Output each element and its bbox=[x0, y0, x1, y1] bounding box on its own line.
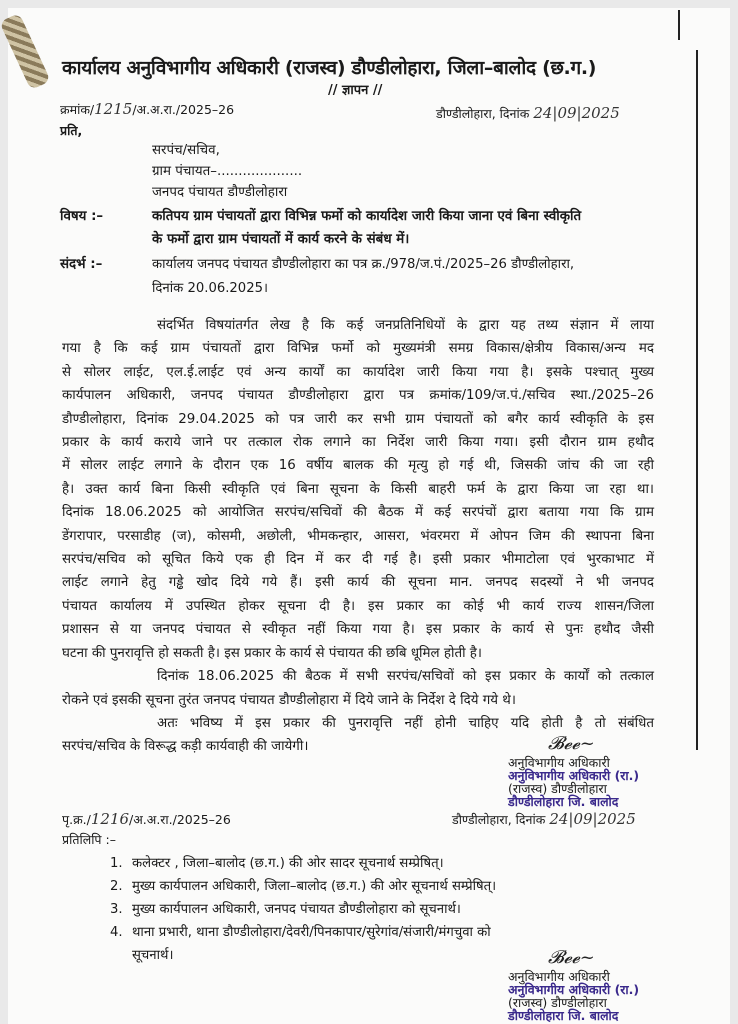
signature-title: अनुविभागीय अधिकारी bbox=[508, 755, 610, 770]
body-line: लाईट लगाने हेतु गड्ढे खोद दिये गये हैं। इसी कार्य की सूचना मान. जनपद सदस्यों ने भी जनपद bbox=[62, 575, 654, 591]
memo-reference bbox=[60, 100, 234, 119]
copy-label: प्रतिलिपि :– bbox=[62, 832, 116, 847]
body-line: सरपंच/सचिव के विरूद्ध कड़ी कार्यवाही की जायेगी। bbox=[62, 739, 309, 755]
addressee-line: जनपद पंचायत डौण्डीलोहारा bbox=[152, 185, 288, 200]
memo-heading: // ज्ञापन // bbox=[328, 83, 383, 98]
body-line: अतः भविष्य में इस प्रकार की पुनरावृत्ति नहीं होनी चाहिए यदि होती है तो संबंधित bbox=[157, 715, 654, 731]
list-item bbox=[110, 921, 496, 944]
paragraph-2 bbox=[62, 665, 654, 712]
body-line: गया है कि कई ग्राम पंचायतों द्वारा विभिन्न फर्मो को मुख्यमंत्री समग्र विकास/क्षेत्रीय विकास/अन्य मद bbox=[62, 341, 654, 357]
addressee-line: ग्राम पंचायत–.................... bbox=[152, 164, 303, 179]
body-line: डौण्डीलोहारा, दिनांक 29.04.2025 को पत्र जारी कर सभी ग्राम पंचायतों को बगैर कार्य स्वीकृति के इस bbox=[62, 411, 654, 427]
official-stamp: अनुविभागीय अधिकारी (रा.) bbox=[508, 768, 640, 783]
item-text: कलेक्टर , जिला–बालोद (छ.ग.) की ओर सादर सूचनार्थ सम्प्रेषित्। bbox=[132, 856, 444, 871]
official-stamp: डौण्डीलोहारा जि. बालोद bbox=[508, 794, 619, 809]
subject-label: विषय :– bbox=[60, 209, 104, 224]
addressee bbox=[152, 140, 302, 203]
office-title: कार्यालय अनुविभागीय अधिकारी (राजस्व) डौण्डीलोहारा, जिला–बालोद (छ.ग.) bbox=[62, 57, 597, 79]
signature-block-1 bbox=[508, 756, 639, 808]
date-label: डौण्डीलोहारा, दिनांक bbox=[452, 812, 546, 827]
item-number: 4. bbox=[110, 925, 123, 940]
page-edge bbox=[678, 10, 680, 40]
ref-prefix: पृ.क्र./ bbox=[62, 812, 91, 827]
date-value: 24|09|2025 bbox=[549, 810, 636, 828]
subject-line: के फर्मो द्वारा ग्राम पंचायतों में कार्य करने के संबंध में। bbox=[152, 232, 410, 247]
body-line: में सोलर लाईट लगाने के दौरान एक 16 वर्षीय बालक की मृत्यु हो गई थी, जिसकी जांच की जा रही bbox=[62, 458, 654, 474]
letter-body bbox=[62, 314, 654, 759]
body-line: दिनांक 18.06.2025 को आयोजित सरपंच/सचिवों की बैठक में कई सरपंचों द्वारा बताया गया कि ग्राम bbox=[62, 505, 654, 521]
body-line: कार्यपालन अधिकारी, जनपद पंचायत डौण्डीलोहारा द्वारा पत्र क्रमांक/109/ज.पं./सचिव स्था./2025–26 bbox=[62, 388, 654, 404]
reference bbox=[152, 253, 574, 301]
list-item bbox=[110, 898, 496, 921]
item-text: मुख्य कार्यपालन अधिकारी, जनपद पंचायत डौण्डीलोहारा को सूचनार्थ। bbox=[132, 902, 461, 917]
reference-label: संदर्भ :– bbox=[60, 257, 103, 272]
body-line: से सोलर लाईट, एल.ई.लाईट एवं अन्य कार्यों का कार्यादेश जारी किया गया है। इसके पश्चात् मुख्य bbox=[62, 364, 654, 380]
body-line: सरपंच/सचिव को सूचित किये एक ही दिन में कर दी गई है। इसी प्रकार भीमाटोला एवं भुरकाभाट में bbox=[62, 552, 654, 568]
official-stamp: अनुविभागीय अधिकारी (रा.) bbox=[508, 982, 640, 997]
signature-block-2 bbox=[508, 970, 639, 1022]
item-number: 2. bbox=[110, 879, 123, 894]
signature-scribble: 𝓑𝓮𝓮~ bbox=[548, 947, 595, 968]
body-line: रोकने एवं इसकी सूचना तुरंत जनपद पंचायत डौण्डीलोहारा में दिये जाने के निर्देश दे दिये गये थे। bbox=[62, 692, 516, 708]
body-line: है। उक्त कार्य बिना किसी स्वीकृति एवं बिना सूचना के किसी बाहरी फर्म के द्वारा किया जा रहा था। bbox=[62, 481, 654, 497]
ref-suffix: /अ.अ.रा./2025–26 bbox=[132, 102, 235, 117]
copy-list bbox=[110, 852, 496, 967]
item-text: सूचनार्थ। bbox=[132, 948, 174, 963]
item-number: 3. bbox=[110, 902, 123, 917]
memo-date bbox=[436, 104, 620, 123]
body-line: दिनांक 18.06.2025 की बैठक में सभी सरपंच/सचिवों को इस प्रकार के कार्यों को तत्काल bbox=[157, 669, 654, 685]
ref-number: 1216 bbox=[90, 810, 130, 828]
body-line: प्रशासन से या जनपद पंचायत से स्वीकृत नहीं किया गया है। इस प्रकार के कार्य से पुनः हथौद जैसी bbox=[62, 622, 654, 638]
body-line: प्रकार के कार्य कराये जाने पर तत्काल रोक लगाने का निर्देश जारी किया गया। इसी दौरान ग्राम हथौद bbox=[62, 435, 654, 451]
list-item bbox=[110, 852, 496, 875]
subject bbox=[152, 205, 581, 251]
copy-date bbox=[452, 810, 636, 829]
ref-prefix: क्रमांक/ bbox=[60, 102, 95, 117]
date-label: डौण्डीलोहारा, दिनांक bbox=[436, 106, 530, 121]
copy-reference bbox=[62, 810, 231, 829]
reference-line: दिनांक 20.06.2025। bbox=[152, 281, 268, 296]
item-text: मुख्य कार्यपालन अधिकारी, जिला–बालोद (छ.ग.) की ओर सूचनार्थ सम्प्रेषित्। bbox=[132, 879, 497, 894]
date-value: 24|09|2025 bbox=[533, 104, 620, 122]
ref-suffix: /अ.अ.रा./2025–26 bbox=[129, 812, 231, 827]
signature-title: अनुविभागीय अधिकारी bbox=[508, 969, 610, 984]
official-stamp: डौण्डीलोहारा जि. बालोद bbox=[508, 1008, 619, 1023]
body-line: संदर्भित विषयांतर्गत लेख है कि कई जनप्रतिनिधियों के द्वारा यह तथ्य संज्ञान में लाया bbox=[157, 318, 654, 333]
body-line: घटना की पुनरावृत्ति हो सकती है। इस प्रकार के कार्य से पंचायत की छबि धूमिल होती है। bbox=[62, 645, 482, 661]
list-item bbox=[110, 875, 496, 898]
list-item-continued bbox=[110, 944, 496, 967]
item-number: 1. bbox=[110, 856, 123, 871]
to-label: प्रति, bbox=[60, 123, 83, 138]
body-line: पंचायत कार्यालय में उपस्थित होकर सूचना दी है। इस प्रकार का कोई भी कार्य राज्य शासन/जिला bbox=[62, 598, 654, 614]
addressee-line: सरपंच/सचिव, bbox=[152, 143, 220, 158]
subject-line: कतिपय ग्राम पंचायतों द्वारा विभिन्न फर्मो को कार्यादेश जारी किया जाना एवं बिना स्वीकृति bbox=[152, 209, 582, 224]
page-edge bbox=[696, 50, 698, 750]
signature-title: (राजस्व) डौण्डीलोहारा bbox=[508, 995, 607, 1010]
item-text: थाना प्रभारी, थाना डौण्डीलोहारा/देवरी/पिनकापार/सुरेगांव/संजारी/मंगचुवा को bbox=[132, 925, 491, 940]
ref-number: 1215 bbox=[94, 100, 133, 118]
signature-scribble: 𝓑𝓮𝓮~ bbox=[548, 733, 595, 754]
signature-title: (राजस्व) डौण्डीलोहारा bbox=[508, 781, 607, 796]
paragraph-1 bbox=[62, 314, 654, 665]
body-line: डेंगरापार, परसाडीह (ज), कोसमी, अछोली, भीमकन्हार, आसरा, भंवरमरा में ओपन जिम की स्थापना बिना bbox=[62, 528, 654, 544]
reference-line: कार्यालय जनपद पंचायत डौण्डीलोहारा का पत्र क्र./978/ज.पं./2025–26 डौण्डीलोहारा, bbox=[152, 257, 575, 272]
